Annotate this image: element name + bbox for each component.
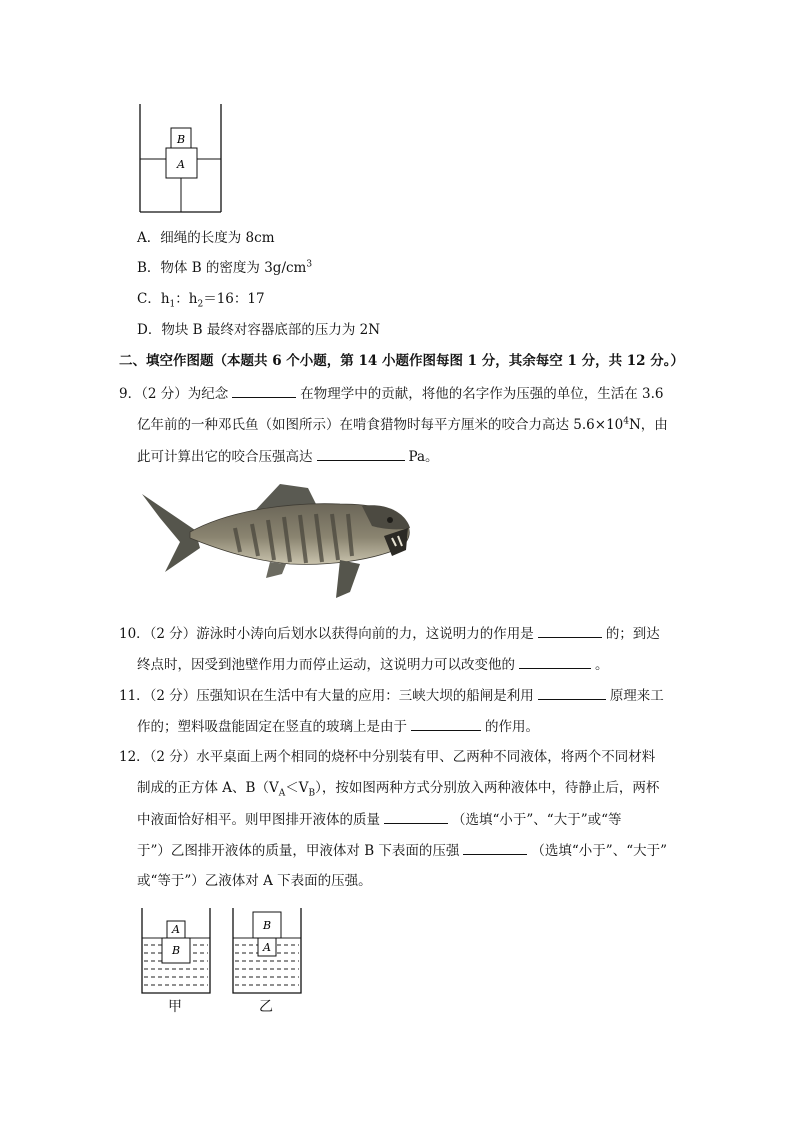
beaker-yi-caption: 乙 xyxy=(259,999,273,1015)
option-d: D．物块 B 最终对容器底部的压力为 2N xyxy=(137,322,381,338)
q11-line2: 作的；塑料吸盘能固定在竖直的玻璃上是由于 的作用。 xyxy=(137,719,539,735)
answer-blank[interactable] xyxy=(317,447,405,461)
block-a-label: A xyxy=(263,941,271,954)
answer-blank[interactable] xyxy=(463,841,527,855)
answer-blank[interactable] xyxy=(384,810,448,824)
answer-blank[interactable] xyxy=(232,384,296,398)
q11-line1: 11．（2 分）压强知识在生活中有大量的应用：三峡大坝的船闸是利用 原理来工 xyxy=(119,688,664,704)
answer-blank[interactable] xyxy=(519,655,591,669)
q12-line2: 制成的正方体 A、$B(V_A<V_B)$，按如图两种方式分别放入两种液体中，待静止后，两杯 xyxy=(137,780,660,799)
q10-line2: 终点时，因受到池壁作用力而停止运动，这说明力可以改变他的 。 xyxy=(137,657,609,673)
answer-blank[interactable] xyxy=(538,624,602,638)
q9-line3: 此可计算出它的咬合压强高达 Pa。 xyxy=(137,449,439,465)
option-c: C．$h_1$：$h_2=16$：17 xyxy=(137,291,265,310)
block-b-label: B xyxy=(176,133,186,146)
block-a-label: A xyxy=(177,158,185,171)
option-a: A．细绳的长度为 8cm xyxy=(137,230,275,246)
block-b-label: B xyxy=(171,944,181,957)
q9-line2: 亿年前的一种邓氏鱼（如图所示）在啃食猎物时每平方厘米的咬合力高达 $5.6\times 10^4N$，由 xyxy=(137,416,668,433)
answer-blank[interactable] xyxy=(411,717,481,731)
q9-line1: 9．（2 分）为纪念 在物理学中的贡献，将他的名字作为压强的单位，生活在 3.6 xyxy=(119,386,664,402)
q10-line1: 10．（2 分）游泳时小涛向后划水以获得向前的力，这说明力的作用是 的；到达 xyxy=(119,626,660,642)
section-heading: 二、填空作图题（本题共 6 个小题，第 14 小题作图每图 1 分，其余每空 1 分，共 12 分。） xyxy=(119,353,685,369)
q12-line3: 中液面恰好相平。则甲图排开液体的质量 （选填“小于”、“大于”或“等 xyxy=(137,812,622,828)
answer-blank[interactable] xyxy=(538,686,606,700)
beaker-jia-caption: 甲 xyxy=(168,999,182,1015)
q12-line4: 于”）乙图排开液体的质量，甲液体对 B 下表面的压强 （选填“小于”、“大于” xyxy=(137,843,668,859)
block-b-label: B xyxy=(262,919,272,932)
q12-line1: 12．（2 分）水平桌面上两个相同的烧杯中分别装有甲、乙两种不同液体，将两个不同材料 xyxy=(119,749,656,765)
container-figure xyxy=(135,104,227,214)
option-b: B．物体 B 的密度为 $3g/cm^3$ xyxy=(137,259,313,276)
q12-line5: 或“等于”）乙液体对 A 下表面的压强。 xyxy=(137,873,372,889)
beaker-yi xyxy=(228,905,304,997)
beaker-jia xyxy=(137,905,213,997)
block-a-label: A xyxy=(172,923,180,936)
fish-image xyxy=(140,480,420,605)
